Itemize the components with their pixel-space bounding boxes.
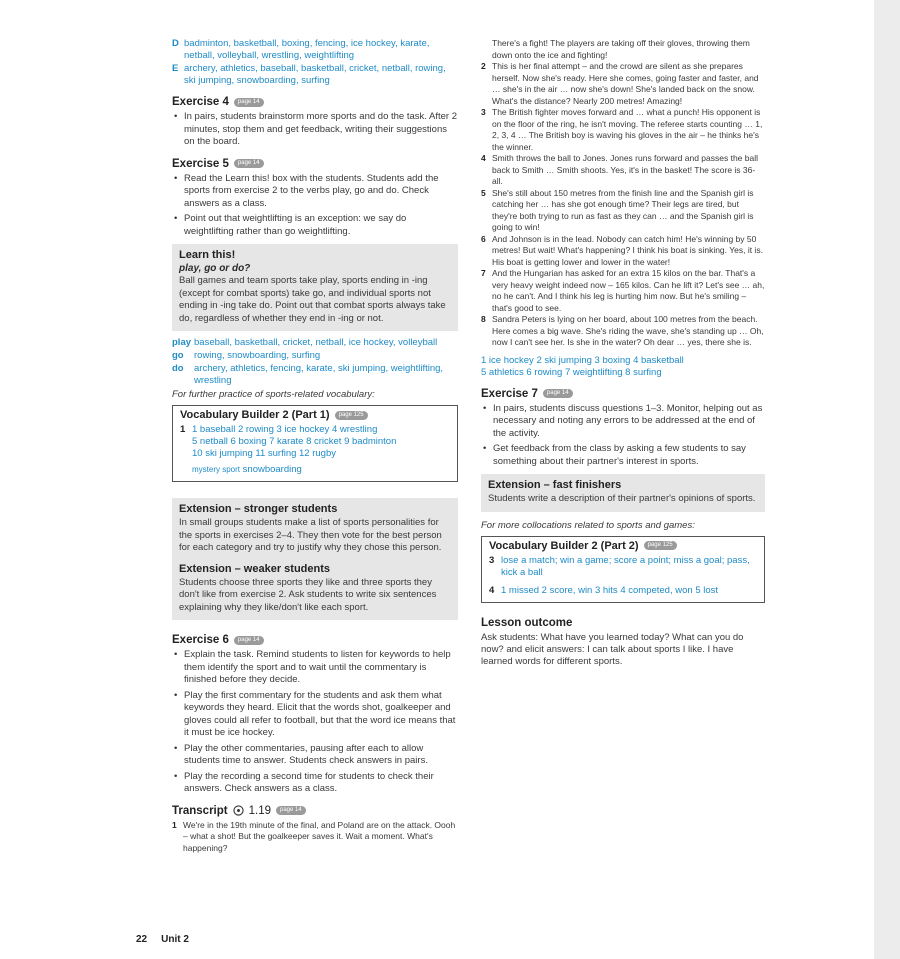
extension-weaker-title: Extension – weaker students	[179, 562, 330, 575]
transcript-text: And the Hungarian has asked for an extra 15 kilos on the bar. That's a very heavy weight indeed now – 165 kilos. Can he lift it? Let's see … ah, no he can't. And I think his leg is hurting him now. But he's smiling – that's good to see.	[492, 268, 765, 313]
transcript-text: There's a fight! The players are taking off their gloves, throwing them down onto the ice and fighting!	[492, 38, 750, 60]
vb-num: 1	[180, 424, 186, 435]
extension-weaker-text: Students choose three sports they like and three sports they don't like from exercise 2. Ask students to write six sentences explaining why they like/don't like each sport.	[179, 576, 437, 613]
exercise-5-heading	[172, 158, 458, 170]
extension-box	[172, 498, 458, 620]
verb-label: go	[172, 350, 184, 361]
bullet-item: • Get feedback from the class by asking a few students to say something about their partner's interest in sports.	[481, 443, 765, 468]
transcript-num: 3	[481, 107, 486, 117]
learn-this-subtitle: play, go or do?	[179, 263, 251, 274]
answer-line: 5 athletics 6 rowing 7 weightlifting 8 surfing	[481, 366, 662, 378]
transcript-text: The British fighter moves forward and … what a punch! His opponent is on the floor of the ring, he isn't moving. The referee starts counting … 1, 2, 3, 4 … The British boy is waving his gloves in the air – he thinks he's the winner.	[492, 107, 763, 152]
vb-title	[180, 409, 450, 421]
page-footer	[136, 934, 203, 945]
answer-line: 1 ice hockey 2 ski jumping 3 boxing 4 basketball	[481, 354, 684, 366]
page-number: 22	[136, 934, 148, 945]
transcript-num: 8	[481, 314, 486, 324]
lesson-outcome-text: Ask students: What have you learned today? What can you do now? and elicit answers: I can talk about sports I like. I have learned words for different sports.	[481, 631, 744, 667]
answer-text: archery, athletics, baseball, basketball, cricket, netball, rowing, ski jumping, snowboarding, surfing	[184, 63, 446, 86]
transcript-num: 5	[481, 187, 486, 198]
mystery-line	[192, 464, 396, 476]
vb-title-text: Vocabulary Builder 2 (Part 2)	[489, 539, 639, 552]
left-column	[172, 38, 458, 854]
transcript-line	[481, 188, 765, 234]
answer-text: rowing, snowboarding, surfing	[194, 350, 321, 361]
mystery-label: mystery sport	[192, 465, 241, 474]
transcript-line	[481, 268, 765, 314]
transcript-text: And Johnson is in the lead. Nobody can catch him! He's winning by 50 metres! But wait! What's happening? I think his boat is sinking. Yes, it is. His boat is getting lower and lower in the water!	[492, 233, 763, 267]
exercise-6-answers	[481, 355, 765, 379]
vb-row	[489, 585, 757, 597]
vocabulary-builder-part1	[172, 405, 458, 482]
vb-num: 3	[489, 554, 495, 566]
vb-answers: lose a match; win a game; score a point; miss a goal; pass, kick a ball	[501, 554, 750, 578]
bullet-item: • Play the other commentaries, pausing after each to allow students time to answer. Students check answers in pairs.	[172, 743, 458, 768]
transcript-text: This is her final attempt – and the crowd are silent as she prepares herself. Now she's ready. Here she comes, going faster and faster, and … she's in the air … now she's down! She's landed back on the snow. What's the distance? Nearly 200 metres! Amazing!	[492, 61, 759, 106]
answer-text: baseball, basketball, cricket, netball, ice hockey, volleyball	[194, 337, 438, 348]
unit-label: Unit 2	[161, 934, 189, 945]
transcript-text: Smith throws the ball to Jones. Jones runs forward and passes the ball back to Smith … Smith shoots. Yes, it's in the basket! The score is 36-all.	[492, 153, 759, 186]
page-ref: page 14	[276, 806, 306, 815]
extension-fast-title: Extension – fast finishers	[488, 479, 622, 491]
page-ref: page 14	[234, 159, 264, 168]
learn-this-title: Learn this!	[179, 249, 236, 261]
bullet-item: • In pairs, students discuss questions 1–3. Monitor, helping out as necessary and noting any errors to be addressed at the end of the activity.	[481, 403, 765, 441]
exercise-title: Exercise 4	[172, 96, 229, 108]
exercise-7-heading	[481, 388, 765, 400]
bullet-item: • Play the first commentary for the students and ask them what keywords they heard. Elicit that the words shot, goalkeeper and gloves could all refer to football, but that the word ice means that it must be ice hockey.	[172, 690, 458, 740]
answer-line	[172, 350, 458, 362]
answer-key-top	[172, 38, 458, 87]
bullet-item: • Explain the task. Remind students to listen for keywords to help them identify the sport and to wait until the commentary is finished before they decide.	[172, 649, 458, 687]
transcript-line	[481, 314, 765, 349]
exercise-title: Exercise 7	[481, 387, 538, 400]
transcript-line	[481, 38, 765, 61]
answer-letter: E	[172, 63, 179, 74]
verb-label: play	[172, 337, 192, 348]
vb-answers: 1 missed 2 score, win 3 hits 4 competed, won 5 lost	[501, 584, 719, 596]
extension-fast-finishers-box	[481, 474, 765, 512]
exercise-4-heading	[172, 96, 458, 108]
vocabulary-builder-part2	[481, 536, 765, 603]
transcript-title: Transcript	[172, 804, 228, 817]
vb-line: 1 baseball 2 rowing 3 ice hockey 4 wrestling	[192, 424, 378, 435]
answer-line	[172, 337, 458, 349]
page-ref: page 14	[234, 636, 264, 645]
vb-line: 5 netball 6 boxing 7 karate 8 cricket 9 badminton	[192, 436, 397, 447]
audio-cd-icon	[233, 805, 244, 816]
transcript-text: We're in the 19th minute of the final, and Poland are on the attack. Oooh – what a shot! But the goalkeeper saves it. Wait a moment. What's happening?	[183, 819, 456, 853]
learn-this-text: Ball games and team sports take play, sports ending in -ing (except for combat sports) take go, and individual sports not ending in -ing take do. Point out that combat sports always take do, regardless of whether they end in -ing or not.	[179, 275, 446, 324]
transcript-num	[481, 38, 492, 61]
exercise-title: Exercise 6	[172, 634, 229, 646]
answer-text: badminton, basketball, boxing, fencing, ice hockey, karate, netball, volleyball, wrestling, weightlifting	[184, 38, 430, 61]
page-ref: page 125	[644, 541, 677, 550]
answer-line	[172, 38, 458, 62]
transcript-text: Sandra Peters is lying on her board, about 100 metres from the beach. Here comes a big wave. She's riding the wave, she's standing up … Oh, now I can't see her. Is she in the water? Oh dear … yes, there she is.	[492, 314, 764, 347]
answer-letter: D	[172, 38, 179, 49]
vb-title-text: Vocabulary Builder 2 (Part 1)	[180, 409, 330, 421]
transcript-num: 2	[481, 61, 486, 71]
extension-fast-text: Students write a description of their partner's opinions of sports.	[488, 493, 756, 504]
bullet-item: • Read the Learn this! box with the students. Students add the sports from exercise 2 to the verbs play, go and do. Check answers as a class.	[172, 173, 458, 211]
transcript-num: 6	[481, 233, 486, 244]
verb-answers	[172, 337, 458, 387]
transcript-line	[481, 107, 765, 153]
transcript-text: She's still about 150 metres from the finish line and the Spanish girl is catching her … has she got enough time? Their legs are tired, but they're both trying to run as fast as they can … and the Spanish girl is going to win!	[492, 187, 754, 232]
further-collocations-note: For more collocations related to sports and games:	[481, 519, 695, 531]
bullet-item: • In pairs, students brainstorm more sports and do the task. After 2 minutes, stop them and get feedback, writing their suggestions on the board.	[172, 111, 458, 149]
transcript-line	[481, 234, 765, 269]
answer-line	[172, 363, 458, 387]
page-ref: page 14	[234, 98, 264, 107]
exercise-5-bullets	[172, 173, 458, 239]
further-practice-note: For further practice of sports-related vocabulary:	[172, 389, 375, 400]
transcript-num: 1	[172, 819, 177, 830]
vb-row	[489, 555, 757, 579]
exercise-6-bullets	[172, 649, 458, 796]
transcript-continued	[481, 38, 765, 349]
vb-num: 4	[489, 584, 495, 596]
vb-row	[180, 424, 450, 476]
right-column	[481, 38, 765, 670]
answer-text: archery, athletics, fencing, karate, ski jumping, weightlifting, wrestling	[194, 363, 444, 386]
transcript-line	[481, 61, 765, 107]
verb-label: do	[172, 363, 184, 374]
exercise-4-bullets	[172, 111, 458, 149]
transcript-line	[481, 153, 765, 188]
vb-title	[489, 540, 757, 552]
page-edge	[874, 0, 900, 959]
mystery-value: snowboarding	[242, 464, 302, 475]
transcript-start	[172, 820, 458, 855]
bullet-item: • Point out that weightlifting is an exception: we say do weightlifting rather than go weightlifting.	[172, 213, 458, 238]
learn-this-box	[172, 244, 458, 331]
exercise-7-bullets	[481, 403, 765, 469]
answer-line	[172, 63, 458, 87]
track-number: 1.19	[248, 804, 271, 817]
transcript-line	[172, 820, 458, 855]
transcript-heading	[172, 805, 458, 817]
transcript-num: 7	[481, 268, 486, 278]
extension-stronger-text: In small groups students make a list of sports personalities for the sports in exercises 2–4. They then vote for the best person for each category and try to justify why they chose this person.	[179, 517, 442, 553]
page-ref: page 125	[335, 411, 368, 420]
lesson-outcome-heading: Lesson outcome	[481, 616, 573, 629]
transcript-num: 4	[481, 153, 486, 163]
bullet-item: • Play the recording a second time for students to check their answers. Check answers as a class.	[172, 771, 458, 796]
extension-stronger-title: Extension – stronger students	[179, 503, 338, 515]
exercise-title: Exercise 5	[172, 157, 229, 170]
vb-answers	[192, 424, 396, 476]
vb-line: 10 ski jumping 11 surfing 12 rugby	[192, 448, 336, 459]
exercise-6-heading	[172, 634, 458, 646]
page-ref: page 14	[543, 389, 573, 398]
